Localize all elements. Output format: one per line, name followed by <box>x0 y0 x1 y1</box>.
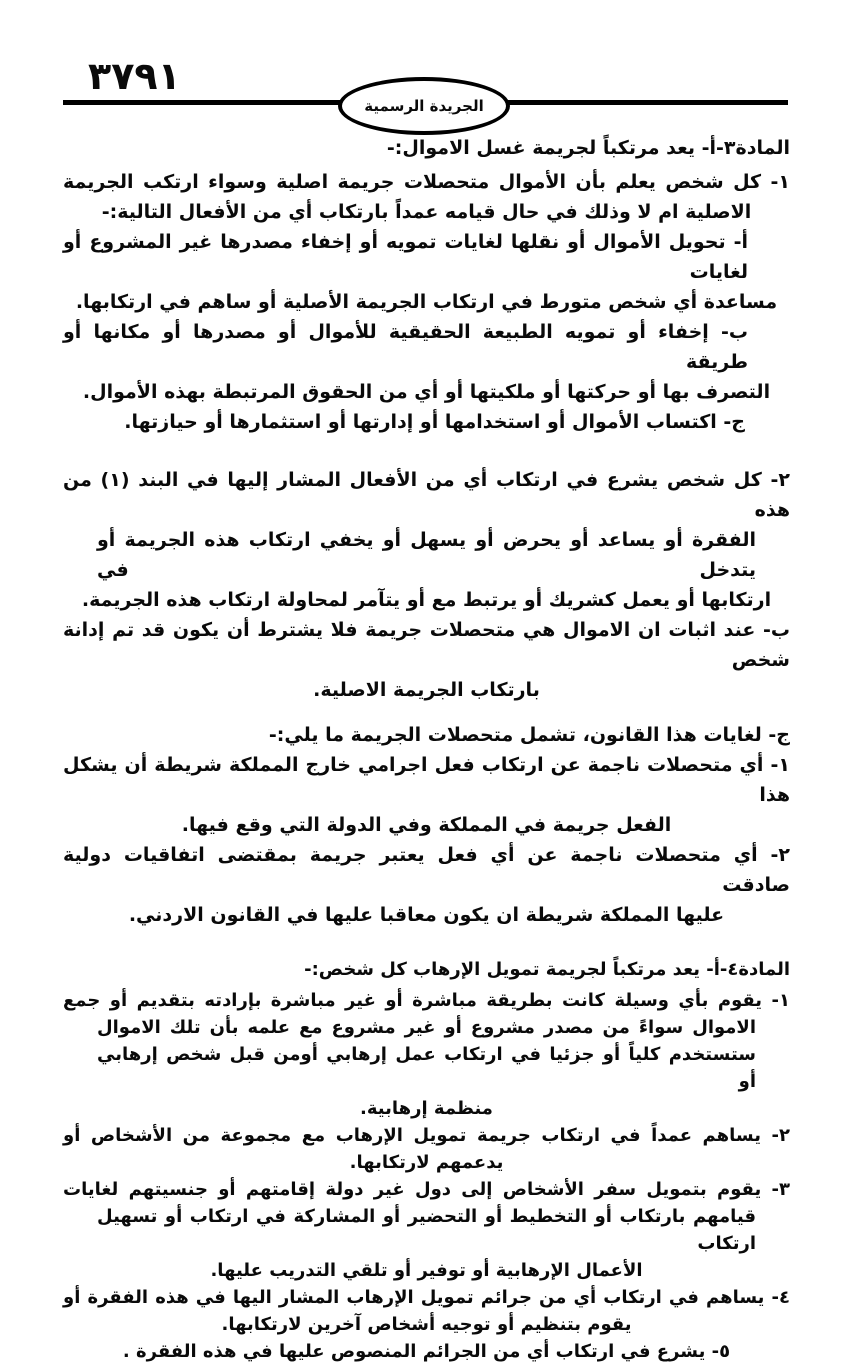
document-body <box>63 133 790 1365</box>
text-line: الأعمال الإرهابية أو توفير أو تلقي التدريب عليها. <box>210 1260 643 1281</box>
article3-heading: المادة٣-أ- يعد مرتكباً لجريمة غسل الاموال:- <box>386 137 790 159</box>
text-line: يدعمهم لارتكابها. <box>349 1152 504 1173</box>
text-line: ٢- يساهم عمداً في ارتكاب جريمة تمويل الإرهاب مع مجموعة من الأشخاص أو <box>63 1125 790 1146</box>
text-line: ارتكابها أو يعمل كشريك أو يرتبط مع أو يتآمر لمحاولة ارتكاب هذه الجريمة. <box>81 589 772 611</box>
text-line: ٤- يساهم في ارتكاب أي من جرائم تمويل الإرهاب المشار اليها في هذه الفقرة أو <box>63 1287 790 1308</box>
text-line: ٢- كل شخص يشرع في ارتكاب أي من الأفعال المشار إليها في البند (١) من هذه <box>63 469 791 521</box>
article4-section <box>63 955 790 1365</box>
text-line: الفقرة أو يساعد أو يحرض أو يسهل أو يخفي ارتكاب هذه الجريمة أو يتدخل في <box>97 529 756 581</box>
text-line: التصرف بها أو حركتها أو ملكيتها أو أي من الحقوق المرتبطة بهذه الأموال. <box>82 381 771 403</box>
text-line: قيامهم بارتكاب أو التخطيط أو التحضير أو المشاركة في ارتكاب أو تسهيل ارتكاب <box>97 1206 756 1254</box>
text-line: مساعدة أي شخص متورط في ارتكاب الجريمة الأصلية أو ساهم في ارتكابها. <box>75 291 778 313</box>
text-line: الفعل جريمة في المملكة وفي الدولة التي وقع فيها. <box>181 814 672 836</box>
text-line: يقوم بتنظيم أو توجيه أشخاص آخرين لارتكابها. <box>221 1314 632 1335</box>
text-line: بارتكاب الجريمة الاصلية. <box>313 679 540 701</box>
masthead-title: الجريدة الرسمية <box>364 97 484 115</box>
text-line: الاموال سواءً من مصدر مشروع أو غير مشروع مع علمه بأن تلك الاموال <box>97 1017 756 1038</box>
text-line: ب- إخفاء أو تمويه الطبيعة الحقيقية للأموال أو مصدرها أو مكانها أو طريقة <box>63 321 748 373</box>
text-line: الاصلية ام لا وذلك في حال قيامه عمداً بارتكاب أي من الأفعال التالية:- <box>101 201 752 223</box>
text-line: ٣- يقوم بتمويل سفر الأشخاص إلى دول غير دولة إقامتهم أو جنسيتهم لغايات <box>63 1179 790 1200</box>
text-line: ج- اكتساب الأموال أو استخدامها أو إدارتها أو استثمارها أو حيازتها. <box>124 411 745 433</box>
text-line: ١- يقوم بأي وسيلة كانت بطريقة مباشرة أو غير مباشرة بإرادته بتقديم أو جمع <box>63 990 790 1011</box>
text-line: ب- عند اثبات ان الاموال هي متحصلات جريمة فلا يشترط أن يكون قد تم إدانة شخص <box>63 619 790 671</box>
text-line: ١- أي متحصلات ناجمة عن ارتكاب فعل اجرامي خارج المملكة شريطة أن يشكل هذا <box>63 754 790 806</box>
text-line: ٢- أي متحصلات ناجمة عن أي فعل يعتبر جريمة بمقتضى اتفاقيات دولية صادقت <box>63 844 790 896</box>
text-line: ٥- يشرع في ارتكاب أي من الجرائم المنصوص عليها في هذه الفقرة . <box>122 1341 731 1362</box>
text-line: ستستخدم كلياً أو جزئيا في ارتكاب عمل إرهابي أومن قبل شخص إرهابي أو <box>97 1044 756 1092</box>
page-number: ٣٧٩١ <box>88 54 181 98</box>
text-line: عليها المملكة شريطة ان يكون معاقبا عليها في القانون الاردني. <box>128 904 725 926</box>
masthead-oval <box>338 77 510 135</box>
article3-clause-c-heading: ج- لغايات هذا القانون، تشمل متحصلات الجريمة ما يلي:- <box>268 724 790 746</box>
article4-heading: المادة٤-أ- يعد مرتكباً لجريمة تمويل الإرهاب كل شخص:- <box>304 959 790 980</box>
text-line: منظمة إرهابية. <box>360 1098 493 1119</box>
text-line: أ- تحويل الأموال أو نقلها لغايات تمويه أو إخفاء مصدرها غير المشروع أو لغايات <box>63 231 748 283</box>
text-line: ١- كل شخص يعلم بأن الأموال متحصلات جريمة اصلية وسواء ارتكب الجريمة <box>63 171 790 193</box>
